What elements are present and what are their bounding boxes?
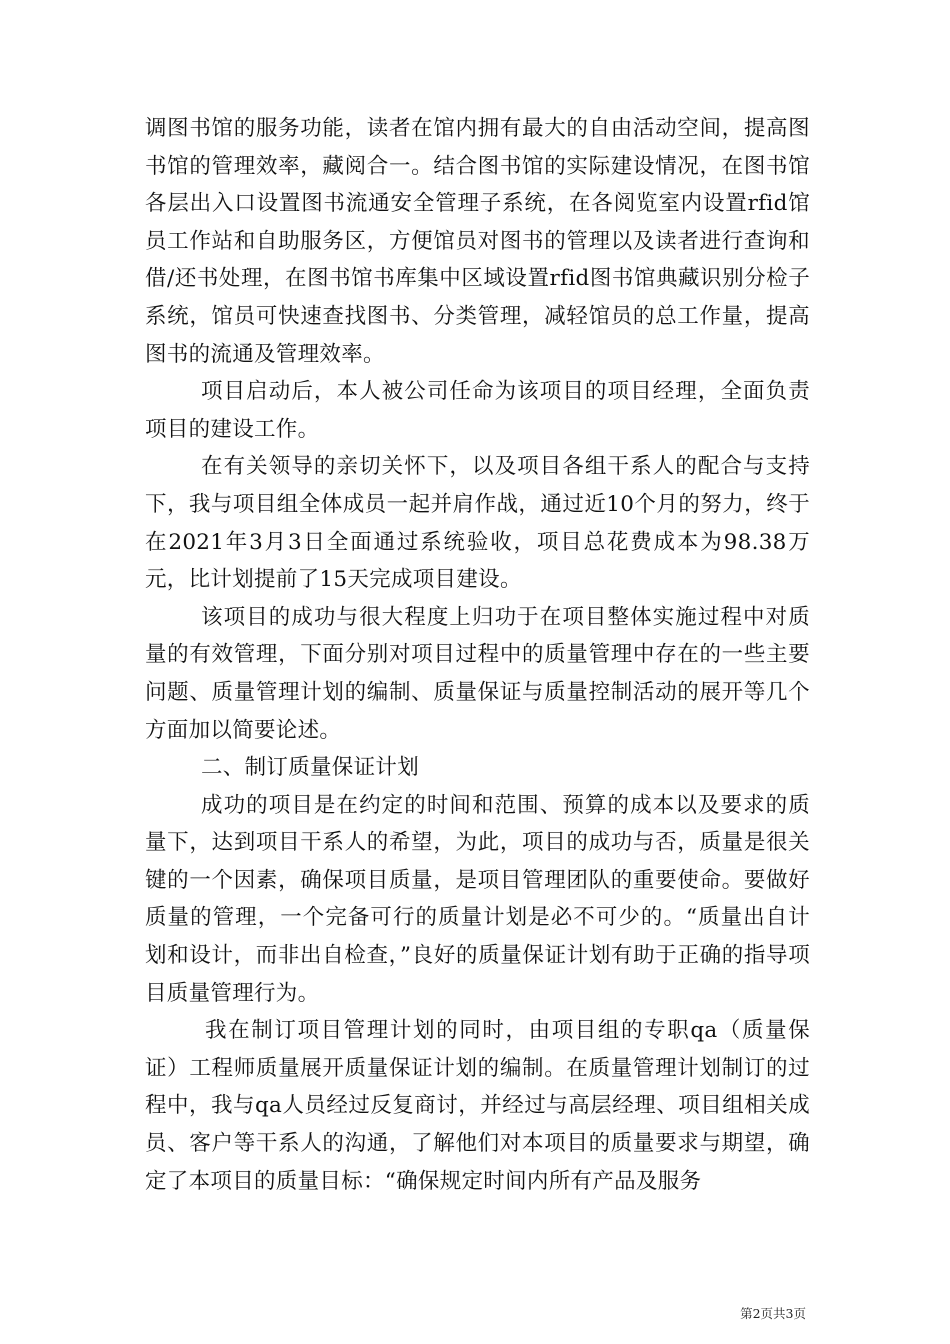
paragraph-project-start: 项目启动后，本人被公司任命为该项目的项目经理，全面负责项目的建设工作。 bbox=[145, 379, 810, 442]
paragraph-quality-importance: 成功的项目是在约定的时间和范围、预算的成本以及要求的质量下，达到项目干系人的希望，为此，项目的成功与否，质量是很关键的一个因素，确保项目质量，是项目管理团队的重要使命。要做好质量的管理，一个完备可行的质量计划是必不可少的。“质量出自计划和设计，而非出自检查，”良好的质量保证计划有助于正确的指导项目质量管理行为。 bbox=[145, 792, 810, 1006]
paragraph-continuation: 调图书馆的服务功能，读者在馆内拥有最大的自由活动空间，提高图书馆的管理效率，藏阅合一。结合图书馆的实际建设情况，在图书馆各层出入口设置图书流通安全管理子系统，在各阅览室内设置rfid馆员工作站和自助服务区，方便馆员对图书的管理以及读者进行查询和借/还书处理，在图书馆书库集中区域设置rfid图书馆典藏识别分检子系统，馆员可快速查找图书、分类管理，减轻馆员的总工作量，提高图书的流通及管理效率。 bbox=[145, 116, 810, 367]
paragraph-success-factors: 该项目的成功与很大程度上归功于在项目整体实施过程中对质量的有效管理，下面分别对项目过程中的质量管理中存在的一些主要问题、质量管理计划的编制、质量保证与质量控制活动的展开等几个方面加以简要论述。 bbox=[145, 604, 810, 743]
paragraph-project-completion: 在有关领导的亲切关怀下，以及项目各组干系人的配合与支持下，我与项目组全体成员一起并肩作战，通过近10个月的努力，终于在2021年3月3日全面通过系统验收，项目总花费成本为98.38万元，比计划提前了15天完成项目建设。 bbox=[145, 454, 810, 593]
section-heading: 二、制订质量保证计划 bbox=[201, 755, 420, 781]
page-number: 第2页共3页 bbox=[740, 1306, 806, 1321]
document-body bbox=[145, 110, 810, 1200]
paragraph-quality-plan: 我在制订项目管理计划的同时，由项目组的专职qa（质量保证）工程师质量展开质量保证计划的编制。在质量管理计划制订的过程中，我与qa人员经过反复商讨，并经过与高层经理、项目组相关成员、客户等干系人的沟通，了解他们对本项目的质量要求与期望，确定了本项目的质量目标：“确保规定时间内所有产品及服务 bbox=[145, 1018, 810, 1194]
